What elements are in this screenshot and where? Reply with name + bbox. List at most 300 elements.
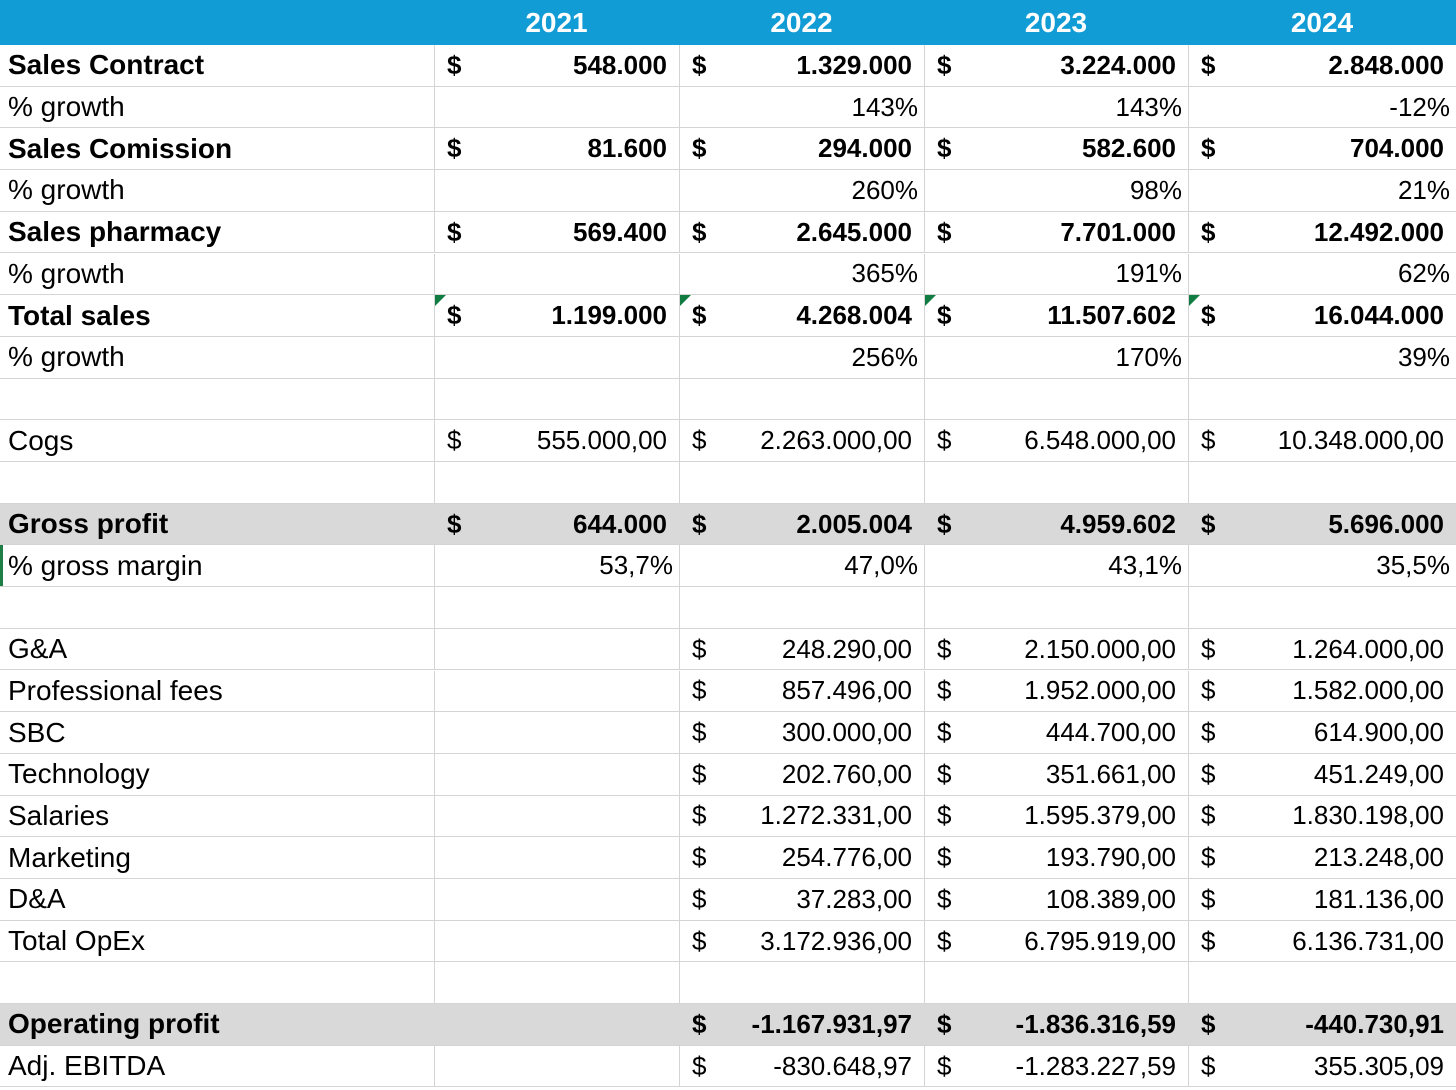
value-cell-2021[interactable]	[474, 712, 667, 753]
currency-symbol[interactable]: $	[447, 425, 462, 456]
value-cell-2021[interactable]	[474, 879, 667, 920]
row-label[interactable]: % growth	[8, 257, 125, 289]
grid-line	[434, 545, 435, 586]
currency-symbol[interactable]: $	[937, 49, 952, 80]
value-cell-2022[interactable]	[719, 962, 918, 1003]
row-label[interactable]: Sales pharmacy	[8, 216, 222, 248]
currency-symbol[interactable]: $	[692, 883, 707, 914]
grid-line	[924, 254, 925, 295]
row-g-a	[0, 629, 1456, 671]
currency-symbol[interactable]: $	[937, 508, 952, 539]
currency-symbol[interactable]: $	[1201, 425, 1216, 456]
value-cell-2024[interactable]: 614.900,00	[1313, 717, 1444, 748]
currency-symbol[interactable]: $	[937, 1050, 952, 1081]
grid-line	[679, 504, 680, 545]
grid-line	[679, 629, 680, 670]
currency-symbol[interactable]: $	[937, 883, 952, 914]
row-label[interactable]: Total sales	[8, 299, 151, 331]
currency-symbol[interactable]: $	[692, 133, 707, 164]
value-cell-2024[interactable]: 21%	[1397, 174, 1450, 205]
currency-symbol[interactable]: $	[1201, 300, 1216, 331]
value-cell-2024[interactable]: 704.000	[1350, 133, 1444, 164]
value-cell-2023[interactable]: 582.600	[1082, 133, 1176, 164]
value-cell-2021[interactable]	[474, 754, 667, 795]
value-cell-2022[interactable]: 143%	[851, 91, 918, 122]
currency-symbol[interactable]: $	[1201, 133, 1216, 164]
value-cell-2023[interactable]: 108.389,00	[1045, 883, 1176, 914]
grid-line	[924, 629, 925, 670]
row-label[interactable]: % growth	[8, 174, 125, 206]
value-cell-2024[interactable]: 213.248,00	[1313, 842, 1444, 873]
row-total-sales	[0, 295, 1456, 337]
value-cell-2021[interactable]	[474, 462, 673, 503]
active-cell-edge	[0, 545, 3, 586]
currency-symbol[interactable]: $	[937, 675, 952, 706]
value-cell-2022[interactable]	[719, 462, 918, 503]
currency-symbol[interactable]: $	[1201, 842, 1216, 873]
currency-symbol[interactable]: $	[692, 675, 707, 706]
grid-line	[434, 712, 435, 753]
value-cell-2023[interactable]: 7.701.000	[1060, 216, 1176, 247]
value-cell-2024[interactable]: 5.696.000	[1328, 508, 1444, 539]
row-sales-pharmacy	[0, 212, 1456, 254]
grid-line	[924, 420, 925, 461]
value-cell-2021[interactable]	[474, 921, 667, 962]
grid-line	[434, 671, 435, 712]
grid-line	[1188, 837, 1189, 878]
currency-symbol[interactable]: $	[692, 633, 707, 664]
value-cell-2024[interactable]: 181.136,00	[1313, 883, 1444, 914]
value-cell-2021[interactable]	[474, 254, 673, 295]
grid-line	[679, 379, 680, 420]
value-cell-2023[interactable]: 1.595.379,00	[1024, 800, 1176, 831]
grid-line	[679, 420, 680, 461]
row-cogs	[0, 420, 1456, 462]
year-header-2023[interactable]: 2023	[1024, 6, 1088, 38]
row-label[interactable]: Professional fees	[8, 674, 223, 706]
row-label[interactable]: SBC	[8, 716, 66, 748]
currency-symbol[interactable]: $	[1201, 1050, 1216, 1081]
grid-line	[1188, 545, 1189, 586]
row-label[interactable]: Salaries	[8, 799, 110, 831]
grid-line	[924, 379, 925, 420]
value-cell-2024[interactable]: 62%	[1397, 258, 1450, 289]
grid-line	[1188, 629, 1189, 670]
row-blank	[0, 587, 1456, 629]
grid-line	[434, 629, 435, 670]
grid-line	[679, 87, 680, 128]
currency-symbol[interactable]: $	[1201, 508, 1216, 539]
grid-line	[679, 962, 680, 1003]
row-gross-margin	[0, 545, 1456, 587]
row-label[interactable]: Marketing	[8, 841, 131, 873]
grid-line	[924, 712, 925, 753]
grid-line	[679, 1004, 680, 1045]
value-cell-2024[interactable]: 1.582.000,00	[1292, 675, 1444, 706]
currency-symbol[interactable]: $	[692, 842, 707, 873]
row-growth	[0, 337, 1456, 379]
row-total-opex	[0, 921, 1456, 963]
row-blank	[0, 379, 1456, 421]
row-growth	[0, 87, 1456, 129]
grid-line	[434, 1004, 435, 1045]
grid-line	[434, 1046, 435, 1087]
grid-line	[1188, 254, 1189, 295]
year-header-2022[interactable]: 2022	[770, 6, 833, 38]
row-salaries	[0, 796, 1456, 838]
value-cell-2023[interactable]	[964, 587, 1182, 628]
value-cell-2024[interactable]: 12.492.000	[1313, 216, 1444, 247]
value-cell-2024[interactable]: 10.348.000,00	[1277, 425, 1444, 456]
value-cell-2022[interactable]: 260%	[851, 174, 918, 205]
value-cell-2021[interactable]: 81.600	[587, 133, 667, 164]
grid-line	[924, 879, 925, 920]
currency-symbol[interactable]: $	[692, 425, 707, 456]
grid-line	[1188, 1046, 1189, 1087]
grid-line	[434, 420, 435, 461]
row-label[interactable]: Sales Comission	[8, 132, 233, 164]
currency-symbol[interactable]: $	[1201, 758, 1216, 789]
row-label[interactable]	[8, 962, 432, 1003]
value-cell-2022[interactable]: 37.283,00	[796, 883, 912, 914]
grid-line	[679, 1046, 680, 1087]
row-adj-ebitda	[0, 1046, 1456, 1088]
grid-line	[679, 879, 680, 920]
value-cell-2023[interactable]: 1.952.000,00	[1024, 675, 1176, 706]
value-cell-2024[interactable]: 39%	[1397, 341, 1450, 372]
grid-line	[434, 796, 435, 837]
currency-symbol[interactable]: $	[937, 758, 952, 789]
value-cell-2023[interactable]: 3.224.000	[1060, 49, 1176, 80]
grid-line	[924, 337, 925, 378]
currency-symbol[interactable]: $	[937, 633, 952, 664]
value-cell-2021[interactable]: 1.199.000	[551, 300, 667, 331]
currency-symbol[interactable]: $	[1201, 1008, 1216, 1039]
grid-line	[1188, 379, 1189, 420]
value-cell-2021[interactable]: 548.000	[573, 49, 667, 80]
value-cell-2023[interactable]: 6.795.919,00	[1024, 925, 1176, 956]
grid-line	[924, 1046, 925, 1087]
value-cell-2022[interactable]: 3.172.936,00	[760, 925, 912, 956]
value-cell-2024[interactable]	[1228, 462, 1450, 503]
grid-line	[924, 671, 925, 712]
currency-symbol[interactable]: $	[1201, 633, 1216, 664]
currency-symbol[interactable]: $	[447, 49, 462, 80]
year-header-2024[interactable]: 2024	[1290, 6, 1354, 38]
value-cell-2023[interactable]: 6.548.000,00	[1024, 425, 1176, 456]
value-cell-2021[interactable]: 569.400	[573, 216, 667, 247]
grid-line	[1188, 420, 1189, 461]
grid-line	[679, 170, 680, 211]
grid-line	[924, 462, 925, 503]
row-professional-fees	[0, 671, 1456, 713]
currency-symbol[interactable]: $	[1201, 925, 1216, 956]
value-cell-2023[interactable]: 444.700,00	[1045, 717, 1176, 748]
row-operating-profit	[0, 1004, 1456, 1046]
grid-line	[1188, 45, 1189, 86]
value-cell-2021[interactable]	[474, 962, 673, 1003]
value-cell-2022[interactable]: 365%	[851, 258, 918, 289]
grid-line	[1188, 754, 1189, 795]
currency-symbol[interactable]: $	[692, 300, 707, 331]
row-label[interactable]: Sales Contract	[8, 49, 205, 81]
value-cell-2021[interactable]: 555.000,00	[536, 425, 667, 456]
grid-line	[434, 254, 435, 295]
value-cell-2022[interactable]: 294.000	[818, 133, 912, 164]
value-cell-2023[interactable]: 191%	[1115, 258, 1182, 289]
row-blank	[0, 462, 1456, 504]
row-sbc	[0, 712, 1456, 754]
row-label[interactable]: Technology	[8, 758, 150, 790]
value-cell-2024[interactable]: 355.305,09	[1313, 1050, 1444, 1081]
currency-symbol[interactable]: $	[692, 925, 707, 956]
grid-line	[924, 921, 925, 962]
grid-line	[924, 837, 925, 878]
value-cell-2024[interactable]	[1228, 962, 1450, 1003]
row-growth	[0, 170, 1456, 212]
grid-line	[434, 379, 435, 420]
value-cell-2022[interactable]: 202.760,00	[781, 758, 912, 789]
grid-line	[679, 837, 680, 878]
grid-line	[924, 545, 925, 586]
value-cell-2021[interactable]: 53,7%	[599, 550, 673, 581]
value-cell-2023[interactable]: 43,1%	[1108, 550, 1182, 581]
grid-line	[679, 45, 680, 86]
value-cell-2024[interactable]: 6.136.731,00	[1292, 925, 1444, 956]
value-cell-2023[interactable]: 11.507.602	[1047, 300, 1176, 331]
row-sales-comission	[0, 128, 1456, 170]
grid-line	[434, 962, 435, 1003]
row-d-a	[0, 879, 1456, 921]
currency-symbol[interactable]: $	[1201, 800, 1216, 831]
value-cell-2024[interactable]: 1.264.000,00	[1292, 633, 1444, 664]
grid-line	[679, 712, 680, 753]
currency-symbol[interactable]: $	[447, 300, 462, 331]
grid-line	[924, 87, 925, 128]
year-header-2021[interactable]: 2021	[525, 6, 588, 38]
row-label[interactable]: Cogs	[8, 424, 74, 456]
currency-symbol[interactable]: $	[937, 1008, 952, 1039]
value-cell-2022[interactable]: -830.648,97	[773, 1050, 912, 1081]
currency-symbol[interactable]: $	[937, 925, 952, 956]
row-gross-profit	[0, 504, 1456, 546]
row-sales-contract	[0, 45, 1456, 87]
grid-line	[679, 545, 680, 586]
grid-line	[924, 796, 925, 837]
value-cell-2022[interactable]: -1.167.931,97	[751, 1008, 912, 1039]
grid-line	[924, 754, 925, 795]
currency-symbol[interactable]: $	[692, 717, 707, 748]
currency-symbol[interactable]: $	[1201, 717, 1216, 748]
currency-symbol[interactable]: $	[692, 1008, 707, 1039]
grid-line	[1188, 1004, 1189, 1045]
currency-symbol[interactable]: $	[937, 842, 952, 873]
row-technology	[0, 754, 1456, 796]
value-cell-2021[interactable]	[474, 629, 667, 670]
row-label[interactable]	[8, 587, 432, 628]
value-cell-2023[interactable]	[964, 962, 1182, 1003]
grid-line	[924, 1004, 925, 1045]
value-cell-2022[interactable]: 300.000,00	[781, 717, 912, 748]
value-cell-2022[interactable]: 2.263.000,00	[760, 425, 912, 456]
value-cell-2023[interactable]	[964, 379, 1182, 420]
grid-line	[434, 837, 435, 878]
grid-line	[434, 128, 435, 169]
value-cell-2022[interactable]: 1.329.000	[796, 49, 912, 80]
grid-line	[434, 587, 435, 628]
value-cell-2021[interactable]: 644.000	[573, 508, 667, 539]
grid-line	[1188, 337, 1189, 378]
value-cell-2021[interactable]	[474, 170, 673, 211]
value-cell-2024[interactable]: -440.730,91	[1305, 1008, 1444, 1039]
currency-symbol[interactable]: $	[937, 133, 952, 164]
grid-line	[1188, 587, 1189, 628]
value-cell-2022[interactable]	[719, 379, 918, 420]
value-cell-2022[interactable]: 2.645.000	[796, 216, 912, 247]
grid-line	[924, 45, 925, 86]
grid-line	[1188, 796, 1189, 837]
value-cell-2021[interactable]	[474, 87, 673, 128]
currency-symbol[interactable]: $	[937, 800, 952, 831]
grid-line	[1188, 87, 1189, 128]
row-blank	[0, 962, 1456, 1004]
value-cell-2023[interactable]: 193.790,00	[1045, 842, 1176, 873]
currency-symbol[interactable]: $	[447, 133, 462, 164]
value-cell-2023[interactable]: 2.150.000,00	[1024, 633, 1176, 664]
grid-line	[434, 921, 435, 962]
currency-symbol[interactable]: $	[937, 717, 952, 748]
error-indicator-icon	[435, 295, 446, 306]
currency-symbol[interactable]: $	[692, 49, 707, 80]
value-cell-2023[interactable]: 351.661,00	[1045, 758, 1176, 789]
row-growth	[0, 254, 1456, 296]
currency-symbol[interactable]: $	[692, 216, 707, 247]
currency-symbol[interactable]: $	[1201, 883, 1216, 914]
value-cell-2021[interactable]	[474, 587, 673, 628]
grid-line	[924, 212, 925, 253]
currency-symbol[interactable]: $	[692, 508, 707, 539]
currency-symbol[interactable]: $	[1201, 675, 1216, 706]
grid-line	[679, 754, 680, 795]
grid-line	[924, 504, 925, 545]
value-cell-2023[interactable]: 98%	[1129, 174, 1182, 205]
currency-symbol[interactable]: $	[937, 216, 952, 247]
value-cell-2024[interactable]: 451.249,00	[1313, 758, 1444, 789]
grid-line	[1188, 212, 1189, 253]
grid-line	[924, 170, 925, 211]
value-cell-2022[interactable]	[719, 587, 918, 628]
row-label[interactable]: Total OpEx	[8, 925, 145, 957]
value-cell-2021[interactable]	[474, 379, 673, 420]
value-cell-2022[interactable]: 254.776,00	[781, 842, 912, 873]
value-cell-2021[interactable]	[474, 1004, 667, 1045]
grid-line	[679, 587, 680, 628]
grid-line	[924, 962, 925, 1003]
grid-line	[924, 128, 925, 169]
grid-line	[1188, 504, 1189, 545]
value-cell-2022[interactable]: 248.290,00	[781, 633, 912, 664]
value-cell-2024[interactable]	[1228, 587, 1450, 628]
row-label[interactable]: % growth	[8, 341, 125, 373]
row-label[interactable]: Gross profit	[8, 508, 169, 540]
value-cell-2024[interactable]: 1.830.198,00	[1292, 800, 1444, 831]
grid-line	[1188, 962, 1189, 1003]
grid-line	[679, 128, 680, 169]
row-label[interactable]	[8, 462, 432, 503]
grid-line	[434, 170, 435, 211]
value-cell-2021[interactable]	[474, 796, 667, 837]
value-cell-2024[interactable]	[1228, 379, 1450, 420]
value-cell-2022[interactable]: 1.272.331,00	[760, 800, 912, 831]
currency-symbol[interactable]: $	[447, 508, 462, 539]
value-cell-2022[interactable]: 47,0%	[844, 550, 918, 581]
grid-line	[679, 337, 680, 378]
value-cell-2024[interactable]: 16.044.000	[1313, 300, 1444, 331]
header-row	[0, 0, 1456, 45]
currency-symbol[interactable]: $	[692, 1050, 707, 1081]
row-label[interactable]	[8, 379, 432, 420]
grid-line	[434, 879, 435, 920]
currency-symbol[interactable]: $	[1201, 49, 1216, 80]
grid-line	[1188, 170, 1189, 211]
value-cell-2023[interactable]	[964, 462, 1182, 503]
grid-line	[679, 921, 680, 962]
grid-line	[679, 671, 680, 712]
value-cell-2023[interactable]: -1.283.227,59	[1015, 1050, 1176, 1081]
value-cell-2021[interactable]	[474, 837, 667, 878]
grid-line	[434, 754, 435, 795]
grid-line	[1188, 921, 1189, 962]
value-cell-2022[interactable]: 4.268.004	[796, 300, 912, 331]
grid-line	[434, 337, 435, 378]
currency-symbol[interactable]: $	[692, 800, 707, 831]
grid-line	[1188, 879, 1189, 920]
grid-line	[679, 462, 680, 503]
value-cell-2022[interactable]: 256%	[851, 341, 918, 372]
value-cell-2021[interactable]	[474, 337, 673, 378]
error-indicator-icon	[925, 295, 936, 306]
grid-line	[434, 45, 435, 86]
grid-line	[1188, 128, 1189, 169]
currency-symbol[interactable]: $	[692, 758, 707, 789]
grid-line	[434, 212, 435, 253]
value-cell-2022[interactable]: 857.496,00	[781, 675, 912, 706]
row-label[interactable]: % gross margin	[8, 549, 203, 581]
currency-symbol[interactable]: $	[937, 425, 952, 456]
row-label[interactable]: D&A	[8, 883, 66, 915]
value-cell-2023[interactable]: -1.836.316,59	[1015, 1008, 1176, 1039]
value-cell-2021[interactable]	[474, 671, 667, 712]
currency-symbol[interactable]: $	[447, 216, 462, 247]
value-cell-2021[interactable]	[474, 1046, 667, 1087]
row-label[interactable]: Adj. EBITDA	[8, 1050, 166, 1082]
row-label[interactable]: G&A	[8, 633, 68, 665]
value-cell-2023[interactable]: 4.959.602	[1060, 508, 1176, 539]
value-cell-2024[interactable]: 35,5%	[1376, 550, 1450, 581]
value-cell-2024[interactable]: 2.848.000	[1328, 49, 1444, 80]
row-label[interactable]: % growth	[8, 91, 125, 123]
value-cell-2024[interactable]: -12%	[1389, 91, 1450, 122]
value-cell-2023[interactable]: 143%	[1115, 91, 1182, 122]
value-cell-2022[interactable]: 2.005.004	[796, 508, 912, 539]
currency-symbol[interactable]: $	[1201, 216, 1216, 247]
row-label[interactable]: Operating profit	[8, 1008, 220, 1040]
value-cell-2023[interactable]: 170%	[1115, 341, 1182, 372]
error-indicator-icon	[680, 295, 691, 306]
grid-line	[679, 796, 680, 837]
grid-line	[434, 462, 435, 503]
currency-symbol[interactable]: $	[937, 300, 952, 331]
